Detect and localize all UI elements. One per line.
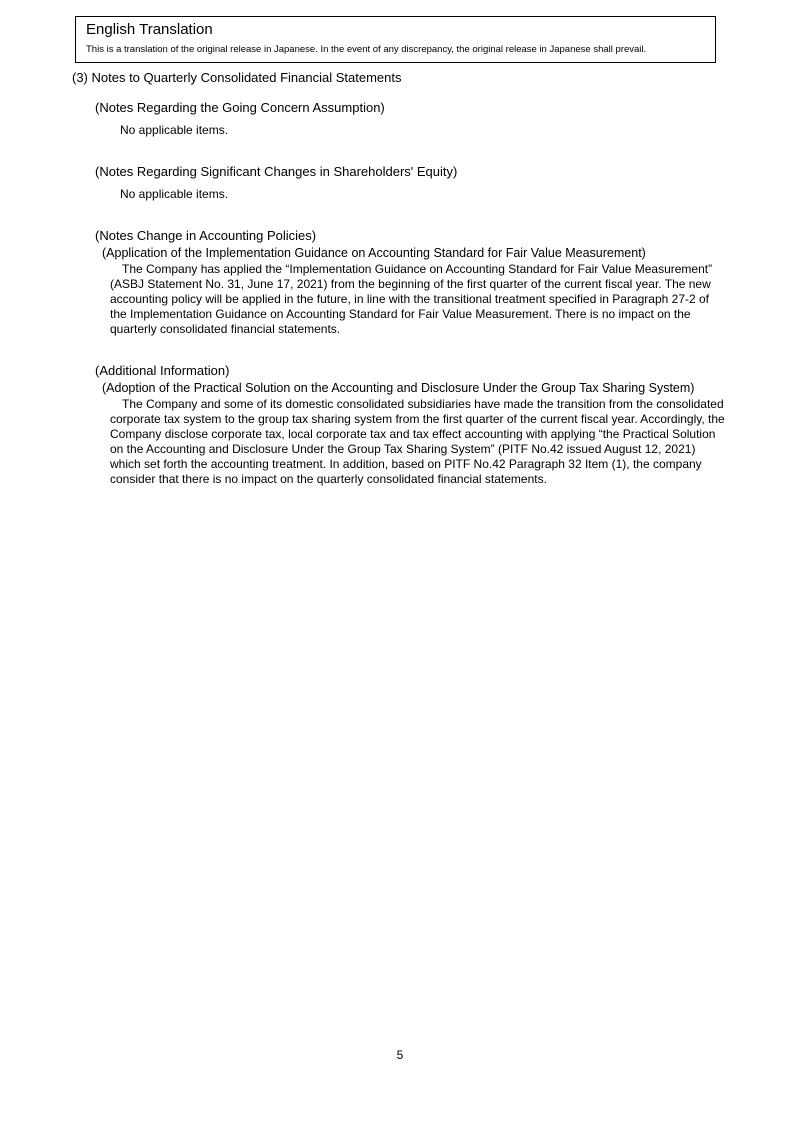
heading-additional-information: (Additional Information) <box>95 363 230 378</box>
note-shareholders-equity: No applicable items. <box>120 187 229 201</box>
translation-disclaimer-text: This is a translation of the original release in Japanese. In the event of any discrepancy, the original release in Japanese shall prevail. <box>86 44 647 55</box>
heading-accounting-policies: (Notes Change in Accounting Policies) <box>95 228 317 243</box>
heading-shareholders-equity: (Notes Regarding Significant Changes in Shareholders' Equity) <box>95 164 458 179</box>
paragraph-fair-value-measurement: The Company has applied the “Implementation Guidance on Accounting Standard for Fair Value Measurement” (ASBJ Statement No. 31, June 17, 2021) from the beginning of the first quarter of the current fiscal year. The new accounting policy will be applied in the future, in line with the transitional treatment specified in Paragraph 27-2 of the Implementation Guidance on Accounting Standard for Fair Value Measurement. There is no impact on the quarterly consolidated financial statements. <box>110 262 713 336</box>
note-going-concern: No applicable items. <box>120 123 229 137</box>
spacer <box>72 138 725 150</box>
subheading-group-tax-sharing: (Adoption of the Practical Solution on the Accounting and Disclosure Under the Group Tax Sharing System) <box>102 381 695 395</box>
section-title-notes: (3) Notes to Quarterly Consolidated Financial Statements <box>72 70 402 85</box>
translation-header-title: English Translation <box>86 21 213 38</box>
spacer <box>72 202 725 214</box>
page-number: 5 <box>396 1048 404 1062</box>
heading-going-concern: (Notes Regarding the Going Concern Assumption) <box>95 100 385 115</box>
paragraph-group-tax-sharing: The Company and some of its domestic consolidated subsidiaries have made the transition from the consolidated corporate tax system to the group tax sharing system from the first quarter of the current fiscal year. Accordingly, the Company disclose corporate tax, local corporate tax and tax effect accounting with applying “the Practical Solution on the Accounting and Disclosure Under the Group Tax Sharing System” (PITF No.42 issued August 12, 2021) which set forth the accounting treatment. In addition, based on PITF No.42 Paragraph 32 Item (1), the company consider that there is no impact on the quarterly consolidated financial statements. <box>110 397 725 486</box>
spacer <box>72 337 725 349</box>
translation-header-box <box>75 16 716 63</box>
document-body <box>0 70 800 487</box>
subheading-fair-value-measurement: (Application of the Implementation Guidance on Accounting Standard for Fair Value Measurement) <box>102 246 646 260</box>
